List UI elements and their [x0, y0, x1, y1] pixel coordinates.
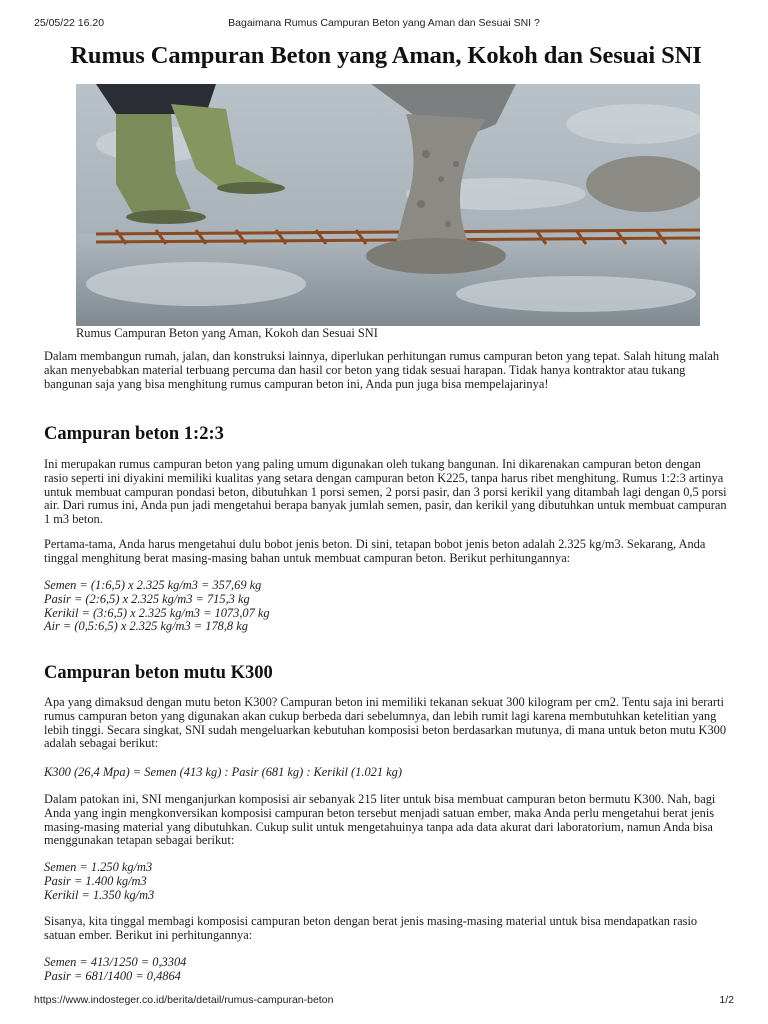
- intro-paragraph: Dalam membangun rumah, jalan, dan konstruksi lainnya, diperlukan perhitungan rumus campuran beton yang tepat. Salah hitung malah akan menyebabkan material terbuang percuma dan hasil cor beton yang tidak sesuai harapan. Tidak hanya kontraktor atau tukang bangunan saja yang bisa menghitung rumus campuran beton ini, Anda pun juga bisa mempelajarinya!: [44, 349, 720, 391]
- article: [44, 40, 728, 983]
- formula-pasir: Pasir = (2:6,5) x 2.325 kg/m3 = 715,3 kg: [44, 591, 250, 606]
- print-page-title: Bagaimana Rumus Campuran Beton yang Aman dan Sesuai SNI ?: [228, 17, 540, 29]
- section1-paragraph-1: Ini merupakan rumus campuran beton yang paling umum digunakan oleh tukang bangunan. Ini dikarenakan campuran beton dengan rasio seperti ini diyakini memiliki kualitas yang setara dengan campuran beton K225, tanpa harus ribet menghitung. Rumus 1:2:3 artinya untuk membuat campuran pondasi beton, dibutuhkan 1 porsi semen, 2 porsi pasir, dan 3 porsi kerikil yang ditambah lagi dengan 0,5 porsi air. Dari rumus ini, Anda pun jadi mengetahui berapa banyak jumlah semen, pasir, dan kerikil yang dibutuhkan untuk membuat campuran 1 m3 beton.: [44, 457, 727, 527]
- page-number: 1/2: [719, 994, 734, 1006]
- print-date: 25/05/22 16.20: [34, 17, 105, 29]
- section2-paragraph-2: Dalam patokan ini, SNI menganjurkan komposisi air sebanyak 215 liter untuk bisa membuat campuran beton bermutu K300. Nah, bagi Anda yang ingin mengkonversikan komposisi campuran beton tersebut menjadi satuan ember, maka Anda perlu mengetahui berat jenis masing-masing material yang dibutuhkan. Cukup sulit untuk mengetahuinya tanpa ada data akurat dari laboratorium, namun Anda bisa menggunakan tetapan sebagai berikut:: [44, 792, 716, 848]
- section-heading-123: Campuran beton 1:2:3: [44, 424, 224, 444]
- section2-paragraph-3: Sisanya, kita tinggal membagi komposisi campuran beton dengan berat jenis masing-masing material untuk bisa mendapatkan rasio satuan ember. Berikut ini perhitungannya:: [44, 914, 698, 942]
- image-caption: Rumus Campuran Beton yang Aman, Kokoh dan Sesuai SNI: [76, 326, 378, 340]
- section1-paragraph-2: Pertama-tama, Anda harus mengetahui dulu bobot jenis beton. Di sini, tetapan bobot jenis beton adalah 2.325 kg/m3. Sekarang, Anda tinggal menghitung berat masing-masing bahan untuk membuat campuran beton. Berikut perhitungannya:: [44, 537, 706, 565]
- density-semen: Semen = 1.250 kg/m3: [44, 860, 153, 874]
- page-url: https://www.indosteger.co.id/berita/detail/rumus-campuran-beton: [34, 994, 334, 1006]
- article-title: Rumus Campuran Beton yang Aman, Kokoh dan Sesuai SNI: [70, 42, 702, 69]
- formula-kerikil: Kerikil = (3:6,5) x 2.325 kg/m3 = 1073,07 kg: [44, 605, 270, 620]
- concrete-pour-illustration: [76, 84, 700, 326]
- formula-semen: Semen = (1:6,5) x 2.325 kg/m3 = 357,69 kg: [44, 578, 262, 592]
- density-kerikil: Kerikil = 1.350 kg/m3: [44, 887, 155, 902]
- hero-image: [76, 84, 700, 326]
- section-heading-k300: Campuran beton mutu K300: [44, 663, 273, 683]
- ratio-semen: Semen = 413/1250 = 0,3304: [44, 955, 187, 969]
- ratio-pasir: Pasir = 681/1400 = 0,4864: [44, 968, 181, 983]
- density-pasir: Pasir = 1.400 kg/m3: [44, 873, 147, 888]
- formula-air: Air = (0,5:6,5) x 2.325 kg/m3 = 178,8 kg: [44, 619, 248, 634]
- print-footer: [0, 994, 768, 1008]
- formula-k300: K300 (26,4 Mpa) = Semen (413 kg) : Pasir (681 kg) : Kerikil (1.021 kg): [44, 765, 402, 779]
- section2-paragraph-1: Apa yang dimaksud dengan mutu beton K300? Campuran beton ini memiliki tekanan sekuat 300 kilogram per cm2. Tentu saja ini berarti rumus campuran beton yang digunakan akan cukup berbeda dari sebelumnya, dan lebih rumit lagi karena membutuhkan ketelitian yang lebih tinggi. Secara singkat, SNI sudah mengeluarkan kebutuhan komposisi beton berdasarkan mutunya, di mana untuk beton mutu K300 adalah sebagai berikut:: [44, 695, 727, 751]
- print-header: [0, 17, 768, 31]
